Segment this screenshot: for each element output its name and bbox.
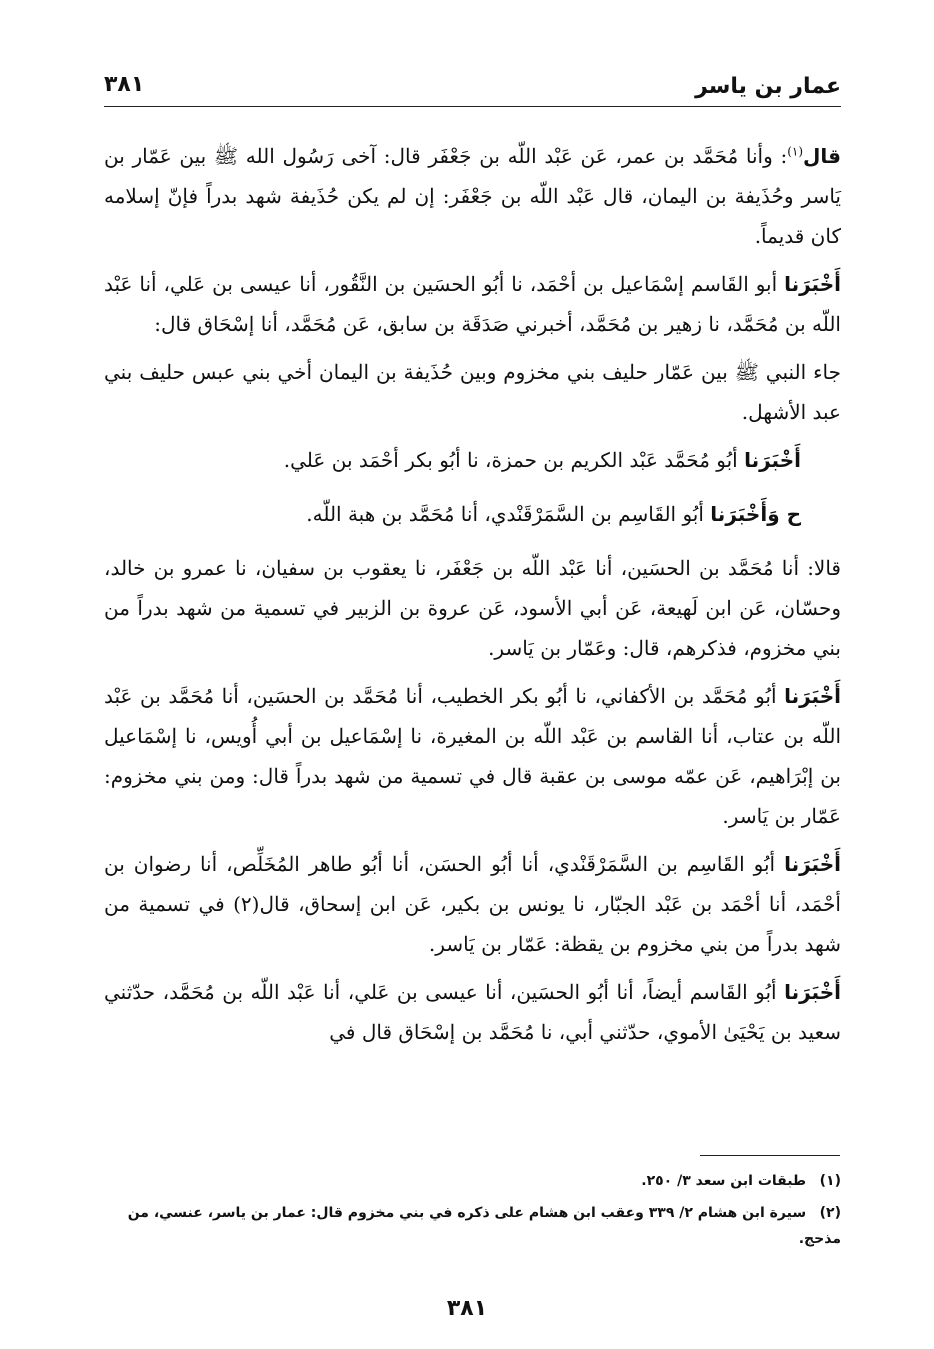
paragraph-text: أبُو مُحَمَّد عَبْد الكريم بن حمزة، نا أبُو بكر أحْمَد بن عَلي. [283, 448, 745, 472]
paragraph-lead: أَخْبَرَنا [784, 272, 841, 296]
paragraph-1 [104, 136, 841, 256]
paragraph-3 [104, 352, 841, 432]
footnote-1 [104, 1168, 841, 1194]
paragraph-text: أبُو مُحَمَّد بن الأكفاني، نا أبُو بكر الخطيب، أنا مُحَمَّد بن الحسَين، أنا مُحَمَّد بن عَبْد اللّه بن عتاب، أنا القاسم بن عَبْد اللّه بن المغيرة، نا إسْمَاعيل بن أبي أُويس، نا إسْمَاعيل بن إبْرَاهيم، عَن عمّه موسى بن عقبة قال في تسمية من شهد بدراً قال: ومن بني مخزوم: عَمّار بن يَاسر. [104, 684, 841, 828]
paragraph-lead: أَخْبَرَنا [784, 980, 841, 1004]
paragraph-lead: أَخْبَرَنا [744, 448, 801, 472]
paragraph-lead: أَخْبَرَنا [784, 684, 841, 708]
paragraph-text: جاء النبي ﷺ بين عَمّار حليف بني مخزوم وبين حُذَيفة بن اليمان أخي بني عبس حليف بني عبد الأشهل. [104, 360, 841, 424]
paragraph-5 [104, 494, 841, 534]
paragraph-lead: ح وَأَخْبَرَنا [710, 502, 801, 526]
header-page-number: ٣٨١ [104, 72, 145, 97]
footnote-number: (٢) [819, 1205, 841, 1221]
page-header [104, 66, 841, 107]
paragraph-7 [104, 676, 841, 836]
footer-page-number: ٣٨١ [446, 1296, 488, 1321]
footnote-2 [104, 1200, 841, 1252]
paragraph-8 [104, 844, 841, 964]
paragraph-text: أبُو القَاسِم بن السَّمَرْقَنْدي، أنا أبُو الحسَن، أنا أبُو طاهر المُخَلِّص، أنا رضوان بن أحْمَد، أنا أحْمَد بن عَبْد الجبّار، نا يونس بن بكير، عَن ابن إسحاق، قال(٢) في تسمية من شهد بدراً من بني مخزوم بن يقظة: عَمّار بن يَاسر. [104, 852, 841, 956]
paragraph-text: أبُو القَاسِم بن السَّمَرْقَنْدي، أنا مُحَمَّد بن هبة اللّه. [306, 502, 711, 526]
paragraph-lead: أَخْبَرَنا [784, 852, 841, 876]
paragraph-text: أبو القَاسم إسْمَاعيل بن أحْمَد، نا أبُو الحسَين بن النَّقُور، أنا عيسى بن عَلي، أنا عَبْد اللّه بن مُحَمَّد، نا زهير بن مُحَمَّد، أخبرني صَدَقَة بن سابق، عَن مُحَمَّد، أنا إسْحَاق قال: [104, 272, 841, 336]
paragraph-4 [104, 440, 841, 480]
paragraph-6 [104, 548, 841, 668]
footnote-ref: (١) [787, 144, 804, 159]
paragraph-text: : وأنا مُحَمَّد بن عمر، عَن عَبْد اللّه بن جَعْفَر قال: آخى رَسُول الله ﷺ بين عَمّار بن يَاسر وحُذَيفة بن اليمان، قال عَبْد اللّه بن جَعْفَر: إن لم يكن حُذَيفة شهد بدراً فإنّ إسلامه كان قديماً. [104, 144, 841, 248]
main-text [104, 136, 841, 1060]
footnote-text: طبقات ابن سعد ٣/ ٢٥٠. [641, 1173, 807, 1189]
running-title: عمار بن ياسر [695, 74, 841, 99]
footnotes [104, 1168, 841, 1258]
footnote-divider [700, 1155, 840, 1156]
paragraph-lead: قال [803, 144, 841, 168]
footnote-text: سيرة ابن هشام ٢/ ٣٣٩ وعقب ابن هشام على ذكره في بني مخزوم قال: عمار بن ياسر، عنسي، من مذحج. [127, 1205, 841, 1247]
paragraph-9 [104, 972, 841, 1052]
paragraph-text: قالا: أنا مُحَمَّد بن الحسَين، أنا عَبْد اللّه بن جَعْفَر، نا يعقوب بن سفيان، نا عمرو بن خالد، وحسّان، عَن ابن لَهيعة، عَن أبي الأسود، عَن عروة بن الزبير في تسمية من شهد بدراً من بني مخزوم، فذكرهم، قال: وعَمّار بن يَاسر. [104, 556, 841, 660]
footnote-number: (١) [819, 1173, 841, 1189]
paragraph-2 [104, 264, 841, 344]
paragraph-text: أبُو القَاسم أيضاً، أنا أبُو الحسَين، أنا عيسى بن عَلي، أنا عَبْد اللّه بن مُحَمَّد، حدّثني سعيد بن يَحْيَىٰ الأموي، حدّثني أبي، نا مُحَمَّد بن إسْحَاق قال في [104, 980, 841, 1044]
